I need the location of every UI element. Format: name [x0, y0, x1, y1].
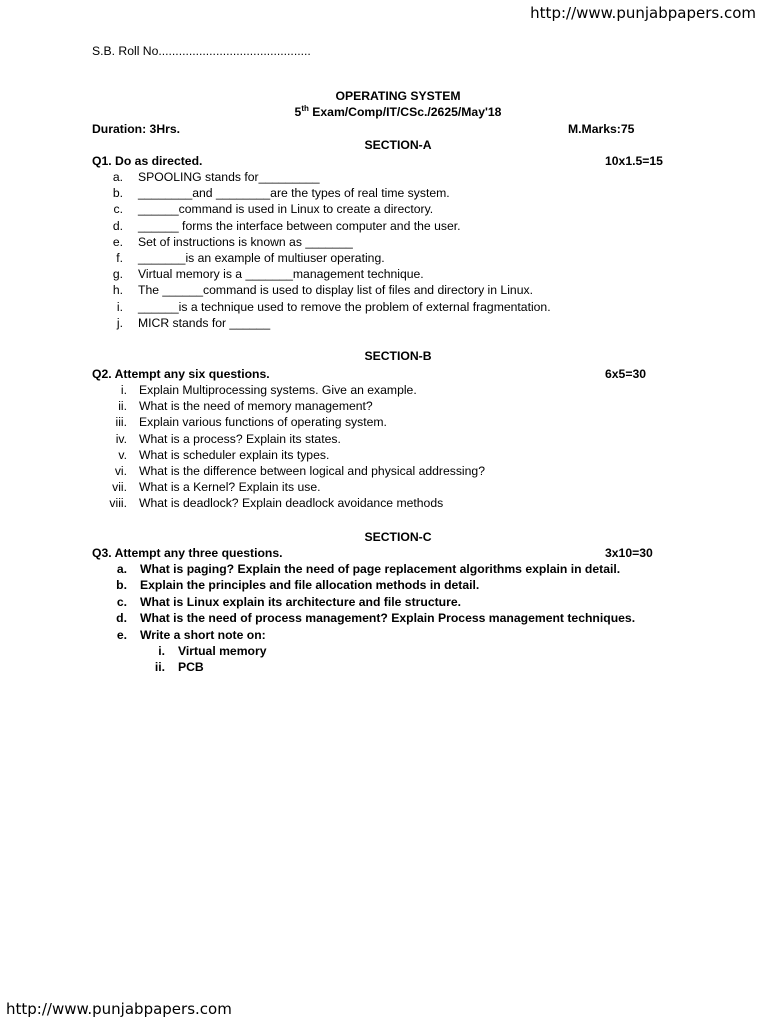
question-item-text: Explain Multiprocessing systems. Give an example.	[139, 383, 417, 397]
section-a-title: SECTION-A	[364, 138, 432, 152]
question-item-text: What is the need of memory management?	[139, 399, 373, 414]
section-b-marks: 6x5=30	[605, 367, 647, 381]
question-item-text: What is a Kernel? Explain its use.	[139, 480, 321, 495]
exam-rest: Exam/Comp/IT/CSc./2625/May'18	[308, 105, 502, 119]
exam-code	[0, 104, 768, 120]
sub-question-item-marker: i.	[158, 644, 165, 658]
question-item-text: What is a process? Explain its states.	[139, 431, 341, 446]
question-item-marker: h.	[112, 283, 123, 298]
question-item-marker: i.	[116, 299, 123, 314]
question-item-text: What is Linux explain its architecture and file structure.	[140, 594, 462, 609]
question-item-marker: f.	[116, 251, 123, 265]
question-item-text: Explain various functions of operating system.	[139, 415, 387, 430]
section-c-question: Q3. Attempt any three questions.	[92, 546, 283, 560]
question-item-text: ______command is used in Linux to create a directory.	[138, 202, 434, 217]
question-item-marker: a.	[112, 170, 123, 184]
duration: Duration: 3Hrs.	[92, 122, 181, 136]
question-item-text: _______is an example of multiuser operating.	[138, 251, 385, 265]
question-item-marker: v.	[118, 447, 127, 462]
question-item-marker: ii.	[118, 399, 127, 414]
subject-title: OPERATING SYSTEM	[335, 89, 461, 103]
question-item-marker: b.	[112, 186, 123, 201]
question-item-text: ______is a technique used to remove the problem of external fragmentation.	[138, 299, 551, 314]
question-item-text: What is the need of process management? Explain Process management techniques.	[140, 611, 636, 626]
question-item-marker: e.	[116, 627, 127, 642]
roll-no-line: S.B. Roll No.............................................	[92, 44, 311, 58]
sub-question-item-text: PCB	[178, 660, 204, 675]
question-item-text: Explain the principles and file allocation methods in detail.	[140, 578, 480, 593]
question-item-text: MICR stands for ______	[138, 315, 271, 330]
question-item-text: What is deadlock? Explain deadlock avoidance methods	[139, 496, 444, 511]
section-b-question: Q2. Attempt any six questions.	[92, 367, 270, 381]
section-a-marks: 10x1.5=15	[605, 154, 663, 168]
question-item-marker: e.	[112, 234, 123, 249]
question-item-marker: d.	[116, 611, 127, 626]
section-c-marks: 3x10=30	[605, 546, 653, 560]
question-item-marker: iv.	[115, 431, 127, 446]
section-b-title: SECTION-B	[364, 349, 432, 363]
question-item-text: ______ forms the interface between computer and the user.	[138, 218, 461, 233]
exam-prefix: 5	[294, 105, 302, 119]
question-item-marker: iii.	[115, 415, 127, 430]
question-item-marker: vi.	[114, 464, 127, 478]
question-item-marker: j.	[116, 315, 123, 330]
max-marks: M.Marks:75	[568, 122, 635, 136]
question-item-text: The ______command is used to display list of files and directory in Linux.	[138, 283, 533, 298]
watermark-bottom-url: http://www.punjabpapers.com	[6, 1000, 232, 1018]
question-item-marker: a.	[116, 562, 127, 576]
question-item-marker: d.	[112, 218, 123, 233]
question-item-text: Set of instructions is known as _______	[138, 234, 353, 249]
section-c-title: SECTION-C	[364, 530, 432, 544]
section-a-question: Q1. Do as directed.	[92, 154, 203, 168]
question-item-marker: i.	[120, 383, 127, 397]
sub-question-item-text: Virtual memory	[178, 644, 267, 658]
sub-question-item-marker: ii.	[154, 660, 165, 675]
question-item-text: Virtual memory is a _______management technique.	[138, 267, 424, 282]
question-item-marker: vii.	[112, 480, 127, 495]
question-item-text: What is scheduler explain its types.	[139, 447, 330, 462]
question-item-marker: c.	[113, 202, 123, 217]
question-item-text: What is the difference between logical and physical addressing?	[139, 464, 485, 478]
watermark-top-url: http://www.punjabpapers.com	[530, 4, 756, 22]
question-item-marker: g.	[112, 267, 123, 282]
question-item-text: ________and ________are the types of real time system.	[138, 186, 450, 201]
question-item-marker: b.	[116, 578, 127, 593]
question-item-text: Write a short note on:	[140, 627, 266, 642]
question-item-marker: viii.	[109, 496, 127, 511]
question-item-text: SPOOLING stands for_________	[138, 170, 320, 184]
question-item-marker: c.	[116, 594, 127, 609]
question-item-text: What is paging? Explain the need of page replacement algorithms explain in detail.	[140, 562, 621, 576]
exam-sup: th	[301, 103, 309, 113]
